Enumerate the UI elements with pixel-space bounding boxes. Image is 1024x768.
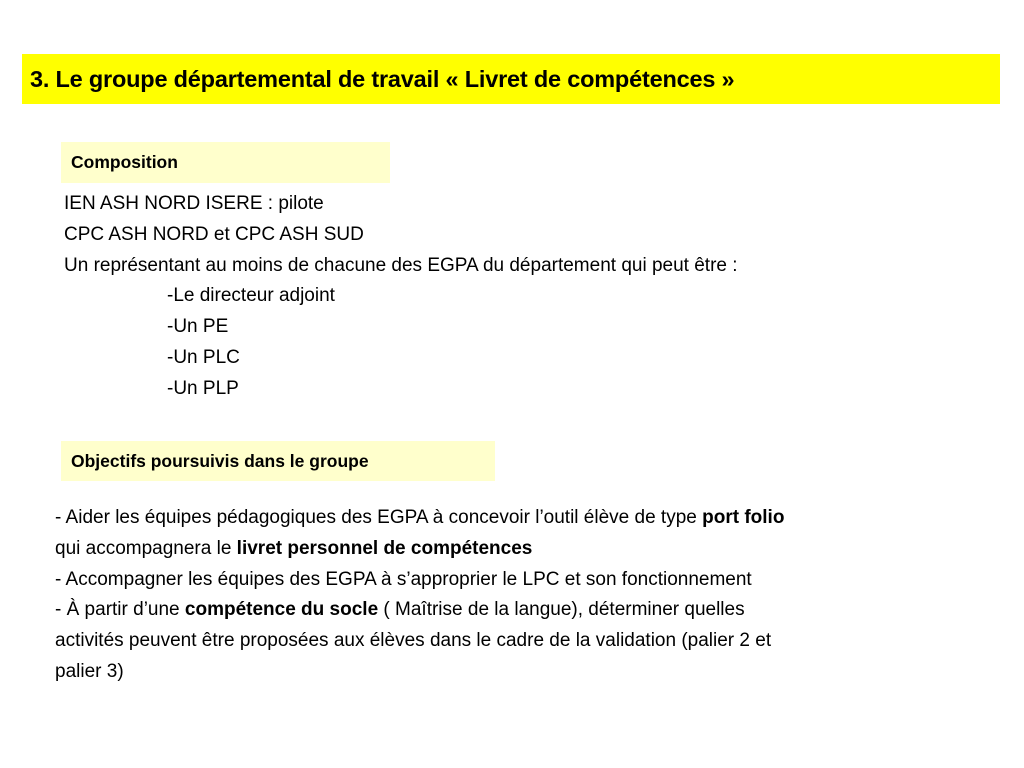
objectif-1-bold-port-folio: port folio xyxy=(702,507,785,528)
composition-list xyxy=(64,189,964,405)
composition-line-cpc: CPC ASH NORD et CPC ASH SUD xyxy=(64,223,364,245)
composition-heading-text: Composition xyxy=(71,152,178,172)
composition-heading xyxy=(61,142,390,183)
objectif-3-line-2: activités peuvent être proposées aux élèves dans le cadre de la validation (palier 2 et xyxy=(55,630,772,652)
objectif-3-text-a: - À partir d’une xyxy=(55,599,185,621)
objectifs-heading-text: Objectifs poursuivis dans le groupe xyxy=(71,450,369,471)
objectif-3-bold-socle: compétence du socle xyxy=(184,599,379,621)
objectif-1-bold-livret: livret personnel de compétences xyxy=(236,537,533,559)
objectif-3-line-1 xyxy=(55,595,960,626)
objectif-1-text-b: qui accompagnera le xyxy=(55,537,237,559)
composition-line-pilot: IEN ASH NORD ISERE : pilote xyxy=(64,193,324,214)
objectifs-list xyxy=(55,503,960,688)
objectif-2: - Accompagner les équipes des EGPA à s’approprier le LPC et son fonctionnement xyxy=(55,568,752,590)
objectif-1-text-a: - Aider les équipes pédagogiques des EGPA à concevoir l’outil élève de type xyxy=(55,507,703,528)
member-pe: -Un PE xyxy=(167,316,229,338)
objectif-1-line-1 xyxy=(55,503,960,534)
title-banner xyxy=(22,54,1000,104)
objectifs-heading xyxy=(61,441,495,481)
composition-line-representative: Un représentant au moins de chacune des EGPA du département qui peut être : xyxy=(64,254,738,276)
objectif-3-text-b: ( Maîtrise de la langue), déterminer quelles xyxy=(378,599,745,621)
member-plc: -Un PLC xyxy=(167,346,240,368)
objectif-1-line-2 xyxy=(55,534,960,565)
page-title: 3. Le groupe départemental de travail « Livret de compétences » xyxy=(30,65,735,92)
member-plp: -Un PLP xyxy=(167,377,239,399)
member-directeur-adjoint: -Le directeur adjoint xyxy=(167,285,335,307)
objectif-3-line-3: palier 3) xyxy=(55,660,124,682)
